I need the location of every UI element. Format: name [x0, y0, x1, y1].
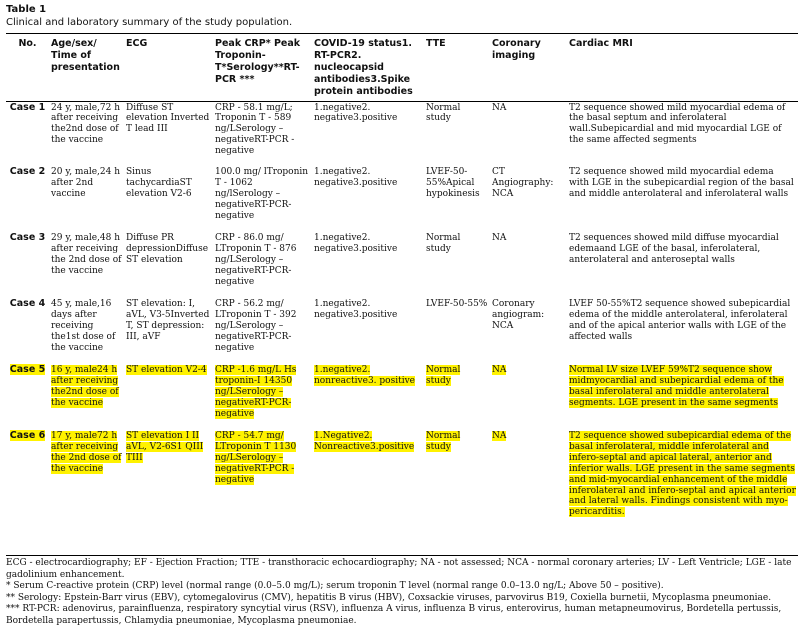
cell-case-no: [6, 430, 49, 542]
cell-ecg: Diffuse ST elevation Inverted T lead III: [126, 102, 210, 135]
bottom-rule: [6, 555, 798, 556]
cell-age-sex-time: [49, 430, 124, 542]
cell-crp-troponin: CRP - 86.0 mg/ LTroponin T - 876 ng/LSerology – negativeRT-PCR- negative: [215, 233, 297, 287]
cell-age-sex-time: 24 y, male,72 h after receiving the2nd dose of the vaccine: [51, 102, 120, 146]
cell-covid-status: [312, 430, 424, 542]
highlight: ST elevation V2-4: [126, 365, 207, 375]
table-row: [6, 298, 798, 364]
cell-ecg: Sinus tachycardiaST elevation V2-6: [126, 167, 192, 199]
cell-cardiac-mri: T2 sequences showed mild diffuse myocardial edemaand LGE of the basal, inferolateral, anterolateral and anteroseptal walls: [569, 233, 779, 265]
highlight: 16 y, male24 h after receiving the2nd dose of the vaccine: [51, 365, 119, 408]
footnotes: [6, 558, 798, 627]
cell-ecg: ST elevation: I, aVL, V3-5Inverted T, ST depression: III, aVF: [126, 299, 210, 342]
highlight: T2 sequence showed subepicardial edema of the basal inferolateral, middle inferolateral and infero-septal and apical lateral, anterior and inferior walls. LGE present in the same segments and mid-myocardial enhancement of the middle inferolateral and infero-septal and apical anterior and lateral walls. Findings consistent with myo-pericarditis.: [569, 431, 796, 518]
table-caption-block: [6, 3, 292, 29]
cell-coronary-imaging: [490, 430, 567, 542]
footnote-crp: * Serum C-reactive protein (CRP) level (normal range (0.0–5.0 mg/L); serum troponin T level (normal range 0.0–13.0 ng/L; Above 50 – positive).: [6, 581, 664, 591]
cell-tte: Normal study: [426, 233, 461, 254]
cell-age-sex-time: 29 y, male,48 h after receiving the 2nd dose of the vaccine: [51, 233, 122, 276]
cell-crp-troponin: CRP - 56.2 mg/ LTroponin T - 392 ng/LSerology – negativeRT-PCR-negative: [215, 299, 297, 353]
header-no: No.: [18, 38, 37, 49]
cell-ecg: [124, 430, 213, 542]
cell-tte: LVEF-50-55%Apical hypokinesis: [426, 167, 480, 199]
cell-tte: [424, 430, 490, 542]
table-caption: Clinical and laboratory summary of the study population.: [6, 17, 293, 28]
cell-covid-status: 1.negative2. negative3.positive: [314, 233, 398, 254]
table-row: [6, 430, 798, 542]
cell-age-sex-time: [49, 364, 124, 430]
header-coronary-imaging: Coronary imaging: [492, 38, 541, 61]
highlight: Normal study: [426, 431, 461, 452]
table-row: [6, 166, 798, 232]
highlight: CRP -1.6 mg/L Hs troponin-I 14350 ng/LSerology – negativeRT-PCR-negative: [215, 365, 297, 419]
cell-crp-troponin: CRP - 58.1 mg/L; Troponin T - 589 ng/LSerology – negativeRT-PCR - negative: [215, 102, 295, 157]
cell-cardiac-mri: [567, 430, 798, 542]
highlight: NA: [492, 431, 507, 441]
cell-coronary-imaging: Coronary angiogram: NCA: [492, 299, 545, 331]
cell-cardiac-mri: [567, 364, 798, 430]
cell-coronary-imaging: CT Angiography: NCA: [492, 167, 554, 199]
top-rule: [6, 33, 798, 34]
table-label: Table 1: [6, 4, 47, 15]
highlight: ST elevation I II aVL, V2-6S1 QIII TIII: [126, 431, 204, 463]
header-ecg: ECG: [126, 38, 148, 49]
highlight: 17 y, male72 h after receiving the 2nd dose of the vaccine: [51, 431, 122, 474]
table-body: [6, 101, 798, 542]
cell-coronary-imaging: NA: [492, 102, 507, 113]
cell-case-no: Case 4: [9, 298, 46, 309]
header-covid-status: COVID-19 status1. RT-PCR2. nucleocapsid antibodies3.Spike protein antibodies: [314, 38, 413, 97]
cell-case-no: Case 1: [9, 101, 46, 113]
cell-age-sex-time: 45 y, male,16 days after receiving the1st dose of the vaccine: [51, 299, 116, 353]
header-tte: TTE: [426, 38, 446, 49]
cell-covid-status: 1.negative2. negative3.positive: [314, 102, 398, 124]
highlight: 1.negative2. nonreactive3. positive: [314, 365, 415, 386]
cell-case-no: Case 3: [9, 232, 46, 243]
cell-ecg: [124, 364, 213, 430]
cell-coronary-imaging: NA: [492, 233, 507, 243]
cell-coronary-imaging: [490, 364, 567, 430]
footnote-abbreviations: ECG - electrocardiography; EF - Ejection Fraction; TTE - transthoracic echocardiography; NA - not assessed; NCA - normal coronary arteries; LV - Left Ventricle; LGE - late gadolinium enhancement.: [6, 558, 792, 580]
cell-tte: Normal study: [426, 102, 461, 124]
table-header: [6, 38, 798, 101]
header-crp-troponin: Peak CRP* Peak Troponin-T*Serology**RT-PCR ***: [215, 38, 301, 85]
clinical-summary-table: [6, 38, 798, 542]
footnote-rtpcr: *** RT-PCR: adenovirus, parainfluenza, respiratory syncytial virus (RSV), influenza A virus, influenza B virus, enterovirus, human metapneumovirus, Bordetella pertussis, Bordetella parapertussis, Chlamydia pneumoniae, Mycoplasma pneumoniae.: [6, 604, 782, 626]
highlight: 1.Negative2. Nonreactive3.positive: [314, 431, 415, 452]
cell-case-no: [6, 364, 49, 430]
header-cardiac-mri: Cardiac MRI: [569, 38, 633, 49]
highlight: Case 5: [9, 364, 46, 375]
footnote-serology: ** Serology: Epstein-Barr virus (EBV), cytomegalovirus (CMV), hepatitis B virus (HBV), Coxsackie viruses, parvovirus B19, Coxiella burnetii, Mycoplasma pneumoniae.: [6, 592, 772, 603]
highlight: Case 6: [9, 430, 46, 441]
table-row: [6, 364, 798, 430]
cell-tte: [424, 364, 490, 430]
highlight: NA: [492, 365, 507, 375]
table-row: [6, 101, 798, 166]
highlight: Normal study: [426, 365, 461, 386]
header-age-sex-time: Age/sex/ Time of presentation: [51, 38, 120, 73]
cell-age-sex-time: 20 y, male,24 h after 2nd vaccine: [51, 167, 120, 199]
table-row: [6, 232, 798, 298]
cell-covid-status: 1.negative2. negative3.positive: [314, 167, 398, 188]
highlight: CRP - 54.7 mg/ LTroponin T 1130 ng/LSerology – negativeRT-PCR - negative: [215, 431, 297, 485]
cell-tte: LVEF-50-55%: [426, 299, 488, 309]
cell-crp-troponin: 100.0 mg/ lTroponin T - 1062 ng/lSerology – negativeRT-PCR-negative: [215, 167, 309, 221]
cell-crp-troponin: [213, 364, 312, 430]
cell-covid-status: [312, 364, 424, 430]
highlight: Normal LV size LVEF 59%T2 sequence show midmyocardial and subepicardial edema of the basal inferolateral and middle anterolateral segments. LGE present in the same segments: [569, 365, 784, 408]
cell-case-no: Case 2: [9, 166, 46, 177]
cell-cardiac-mri: T2 sequence showed mild myocardial edema with LGE in the subepicardial region of the basal and middle anterolateral and inferolateral walls: [569, 167, 794, 199]
cell-crp-troponin: [213, 430, 312, 542]
cell-cardiac-mri: T2 sequence showed mild myocardial edema of the basal septum and inferolateral wall.Subepicardial and mid myocardial LGE of the same affected segments: [569, 102, 786, 146]
cell-ecg: Diffuse PR depressionDiffuse ST elevation: [126, 233, 209, 265]
cell-cardiac-mri: LVEF 50-55%T2 sequence showed subepicardial edema of the middle anterolateral, inferolateral and of the apical anterior walls with LGE of the affected walls: [569, 299, 791, 342]
cell-covid-status: 1.negative2. negative3.positive: [314, 299, 398, 320]
